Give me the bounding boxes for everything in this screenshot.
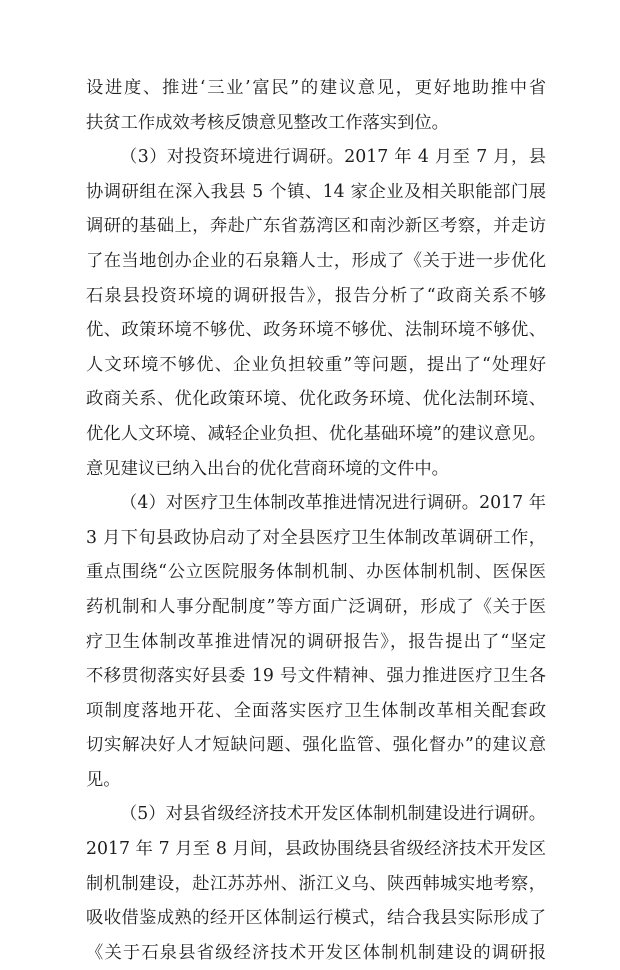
text-line: 意见建议已纳入出台的优化营商环境的文件中。 — [86, 458, 449, 479]
text-line: 石泉县投资环境的调研报告》，报告分析了“政商关系不够 — [86, 285, 546, 306]
text-line: 见。 — [86, 769, 121, 790]
text-line: 协调研组在深入我县 5 个镇、14 家企业及相关职能部门展 — [86, 181, 546, 202]
text-line: 切实解决好人才短缺问题、强化监管、强化督办”的建议意 — [86, 735, 546, 756]
text-line: 扶贫工作成效考核反馈意见整改工作落实到位。 — [86, 112, 449, 133]
paragraph — [86, 486, 546, 797]
text-line: （5）对县省级经济技术开发区体制机制建设进行调研。 — [120, 804, 546, 825]
text-line: 优、政策环境不够优、政务环境不够优、法制环境不够优、 — [86, 320, 546, 341]
paragraph — [86, 71, 546, 140]
text-line: 项制度落地开花、全面落实医疗卫生体制改革相关配套政 — [86, 700, 546, 721]
paragraph — [86, 797, 546, 970]
text-line: 不移贯彻落实好县委 19 号文件精神、强力推进医疗卫生各 — [86, 666, 546, 687]
paragraph — [86, 140, 546, 486]
text-line: 2017 年 7 月至 8 月间，县政协围绕县省级经济技术开发区 — [86, 839, 546, 860]
text-line: （3）对投资环境进行调研。2017 年 4 月至 7 月，县 — [120, 147, 546, 168]
text-line: 政商关系、优化政策环境、优化政务环境、优化法制环境、 — [86, 389, 546, 410]
document-body — [86, 71, 546, 970]
text-line: （4）对医疗卫生体制改革推进情况进行调研。2017 年 — [120, 493, 546, 514]
text-line: 调研的基础上，奔赴广东省荔湾区和南沙新区考察，并走访 — [86, 216, 546, 237]
text-line: 吸收借鉴成熟的经开区体制运行模式，结合我县实际形成了 — [86, 908, 546, 929]
text-line: 设进度、推进‘三业’富民”的建议意见，更好地助推中省 — [86, 78, 546, 98]
text-line: 药机制和人事分配制度”等方面广泛调研，形成了《关于医 — [86, 596, 546, 617]
text-line: 优化人文环境、减轻企业负担、优化基础环境”的建议意见。 — [86, 423, 546, 444]
text-line: 重点围绕“公立医院服务体制机制、办医体制机制、医保医 — [86, 562, 546, 583]
text-line: 制机制建设，赴江苏苏州、浙江义乌、陕西韩城实地考察， — [86, 873, 546, 894]
text-line: 3 月下旬县政协启动了对全县医疗卫生体制改革调研工作， — [86, 527, 546, 548]
text-line: 了在当地创办企业的石泉籍人士，形成了《关于进一步优化 — [86, 250, 546, 271]
text-line: 人文环境不够优、企业负担较重”等问题，提出了“处理好 — [86, 354, 546, 375]
text-line: 《关于石泉县省级经济技术开发区体制机制建设的调研报 — [86, 942, 546, 963]
text-line: 疗卫生体制改革推进情况的调研报告》，报告提出了“坚定 — [86, 631, 546, 652]
